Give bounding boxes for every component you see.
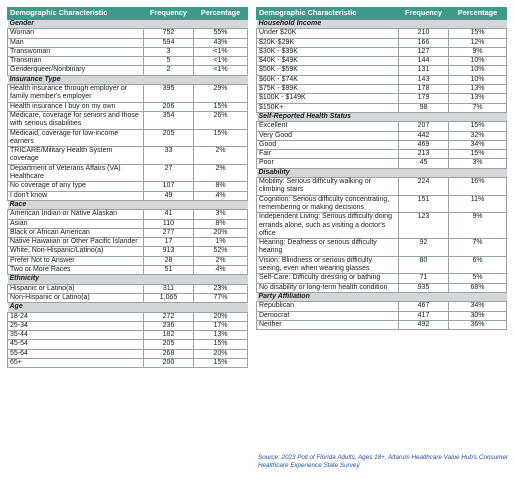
frequency-cell: 92 bbox=[399, 239, 449, 257]
frequency-cell: 395 bbox=[144, 85, 194, 103]
percentage-cell: 23% bbox=[194, 284, 248, 293]
table-row bbox=[257, 195, 507, 213]
characteristic-cell: White, Non-Hispanic/Latino(a) bbox=[8, 247, 144, 256]
left-demographics-table bbox=[7, 7, 248, 368]
frequency-cell: 151 bbox=[399, 195, 449, 213]
table-row bbox=[8, 312, 248, 321]
table-row bbox=[257, 274, 507, 283]
table-row bbox=[257, 159, 507, 168]
section-header-row bbox=[257, 20, 507, 29]
characteristic-cell: Health insurance through employer or family member's employer bbox=[8, 85, 144, 103]
percentage-cell: 3% bbox=[449, 159, 507, 168]
percentage-cell: 15% bbox=[194, 340, 248, 349]
percentage-cell: 11% bbox=[449, 195, 507, 213]
characteristic-cell: Genderqueer/Nonbinary bbox=[8, 66, 144, 75]
frequency-cell: 107 bbox=[144, 182, 194, 191]
frequency-cell: 492 bbox=[399, 320, 449, 329]
table-row bbox=[8, 321, 248, 330]
right-header-row bbox=[257, 8, 507, 20]
frequency-cell: 110 bbox=[144, 219, 194, 228]
percentage-cell: 30% bbox=[449, 311, 507, 320]
percentage-cell: <1% bbox=[194, 57, 248, 66]
frequency-cell: 236 bbox=[144, 321, 194, 330]
table-row bbox=[257, 94, 507, 103]
percentage-cell: 26% bbox=[194, 111, 248, 129]
table-row bbox=[8, 284, 248, 293]
characteristic-cell: No disability or long-term health condition bbox=[257, 283, 399, 292]
frequency-cell: 17 bbox=[144, 238, 194, 247]
table-row bbox=[8, 147, 248, 165]
left-header-row bbox=[8, 8, 248, 20]
percentage-cell: 32% bbox=[449, 131, 507, 140]
section-title: Age bbox=[8, 303, 248, 312]
table-row bbox=[8, 340, 248, 349]
frequency-cell: 224 bbox=[399, 178, 449, 196]
characteristic-cell: Cognition: Serious difficulty concentrating, remembering or making decisions bbox=[257, 195, 399, 213]
percentage-cell: 15% bbox=[449, 122, 507, 131]
percentage-cell: 13% bbox=[449, 85, 507, 94]
table-row bbox=[257, 29, 507, 38]
table-row bbox=[8, 111, 248, 129]
percentage-cell: 9% bbox=[449, 213, 507, 239]
frequency-cell: 1,065 bbox=[144, 293, 194, 302]
table-row bbox=[257, 131, 507, 140]
frequency-cell: 207 bbox=[399, 122, 449, 131]
right-table-body bbox=[257, 8, 507, 330]
percentage-cell: 6% bbox=[449, 256, 507, 274]
characteristic-cell: 55-64 bbox=[8, 349, 144, 358]
percentage-cell: 15% bbox=[194, 358, 248, 367]
characteristic-cell: Man bbox=[8, 38, 144, 47]
frequency-cell: 33 bbox=[144, 147, 194, 165]
percentage-cell: 8% bbox=[194, 219, 248, 228]
characteristic-cell: Self-Care: Difficulty dressing or bathing bbox=[257, 274, 399, 283]
percentage-cell: 15% bbox=[194, 129, 248, 147]
frequency-cell: 143 bbox=[399, 75, 449, 84]
characteristic-cell: Independent Living: Serious difficulty doing errands alone, such as visiting a doctor's office bbox=[257, 213, 399, 239]
frequency-cell: 45 bbox=[399, 159, 449, 168]
percentage-cell: 15% bbox=[194, 102, 248, 111]
section-title: Self-Reported Health Status bbox=[257, 112, 507, 121]
frequency-cell: 277 bbox=[144, 228, 194, 237]
characteristic-cell: Transman bbox=[8, 57, 144, 66]
percentage-cell: 10% bbox=[449, 75, 507, 84]
percentage-cell: 1% bbox=[194, 238, 248, 247]
frequency-cell: 205 bbox=[144, 129, 194, 147]
percentage-cell: 77% bbox=[194, 293, 248, 302]
characteristic-cell: 25-34 bbox=[8, 321, 144, 330]
percentage-cell: 10% bbox=[449, 57, 507, 66]
table-row bbox=[257, 213, 507, 239]
table-row bbox=[8, 210, 248, 219]
percentage-cell: <1% bbox=[194, 66, 248, 75]
characteristic-cell: No coverage of any type bbox=[8, 182, 144, 191]
table-row bbox=[8, 266, 248, 275]
characteristic-cell: 35-44 bbox=[8, 331, 144, 340]
table-row bbox=[8, 238, 248, 247]
percentage-cell: 4% bbox=[194, 266, 248, 275]
characteristic-cell: Republican bbox=[257, 302, 399, 311]
characteristic-cell: TRICARE/Military Health System coverage bbox=[8, 147, 144, 165]
table-row bbox=[8, 164, 248, 182]
table-row bbox=[8, 293, 248, 302]
percentage-cell: 13% bbox=[194, 331, 248, 340]
section-title: Insurance Type bbox=[8, 75, 248, 84]
table-row bbox=[257, 320, 507, 329]
section-title: Disability bbox=[257, 168, 507, 177]
frequency-cell: 752 bbox=[144, 29, 194, 38]
table-row bbox=[8, 66, 248, 75]
frequency-cell: 49 bbox=[144, 191, 194, 200]
characteristic-cell: Black or African American bbox=[8, 228, 144, 237]
table-row bbox=[8, 57, 248, 66]
characteristic-cell: $30K - $39K bbox=[257, 47, 399, 56]
section-header-row bbox=[257, 112, 507, 121]
percentage-cell: 34% bbox=[449, 302, 507, 311]
section-header-row bbox=[8, 275, 248, 284]
percentage-cell: 15% bbox=[449, 150, 507, 159]
frequency-cell: 179 bbox=[399, 94, 449, 103]
percentage-cell: 7% bbox=[449, 239, 507, 257]
frequency-cell: 200 bbox=[144, 358, 194, 367]
table-row bbox=[8, 358, 248, 367]
frequency-cell: 144 bbox=[399, 57, 449, 66]
characteristic-cell: Medicare, coverage for seniors and those with serious disabilities bbox=[8, 111, 144, 129]
characteristic-cell: Poor bbox=[257, 159, 399, 168]
table-row bbox=[8, 247, 248, 256]
percentage-cell: 10% bbox=[449, 66, 507, 75]
characteristic-cell: 18-24 bbox=[8, 312, 144, 321]
percentage-cell: 2% bbox=[194, 256, 248, 265]
frequency-cell: 51 bbox=[144, 266, 194, 275]
frequency-cell: 28 bbox=[144, 256, 194, 265]
percentage-cell: 43% bbox=[194, 38, 248, 47]
section-title: Gender bbox=[8, 20, 248, 29]
header-characteristic: Demographic Characteristic bbox=[257, 8, 399, 20]
table-row bbox=[257, 150, 507, 159]
characteristic-cell: $100K - $149K bbox=[257, 94, 399, 103]
table-row bbox=[8, 182, 248, 191]
frequency-cell: 594 bbox=[144, 38, 194, 47]
percentage-cell: 15% bbox=[449, 29, 507, 38]
table-row bbox=[257, 75, 507, 84]
percentage-cell: 3% bbox=[194, 210, 248, 219]
characteristic-cell: Excellent bbox=[257, 122, 399, 131]
characteristic-cell: Hearing: Deafness or serious difficulty hearing bbox=[257, 239, 399, 257]
frequency-cell: 442 bbox=[399, 131, 449, 140]
section-title: Party Affiliation bbox=[257, 292, 507, 301]
percentage-cell: 20% bbox=[194, 228, 248, 237]
characteristic-cell: $40K - $49K bbox=[257, 57, 399, 66]
frequency-cell: 206 bbox=[144, 102, 194, 111]
frequency-cell: 2 bbox=[144, 66, 194, 75]
characteristic-cell: Asian bbox=[8, 219, 144, 228]
characteristic-cell: American Indian or Native Alaskan bbox=[8, 210, 144, 219]
percentage-cell: <1% bbox=[194, 47, 248, 56]
table-row bbox=[8, 129, 248, 147]
table-row bbox=[257, 47, 507, 56]
frequency-cell: 5 bbox=[144, 57, 194, 66]
frequency-cell: 210 bbox=[399, 29, 449, 38]
table-row bbox=[257, 122, 507, 131]
percentage-cell: 2% bbox=[194, 164, 248, 182]
characteristic-cell: Hispanic or Latino(a) bbox=[8, 284, 144, 293]
characteristic-cell: Two or More Races bbox=[8, 266, 144, 275]
characteristic-cell: $60K - $74K bbox=[257, 75, 399, 84]
table-row bbox=[257, 103, 507, 112]
frequency-cell: 213 bbox=[399, 150, 449, 159]
header-characteristic: Demographic Characteristic bbox=[8, 8, 144, 20]
characteristic-cell: $150K+ bbox=[257, 103, 399, 112]
characteristic-cell: Transwoman bbox=[8, 47, 144, 56]
frequency-cell: 469 bbox=[399, 140, 449, 149]
characteristic-cell: $50K - $59K bbox=[257, 66, 399, 75]
characteristic-cell: Vision: Blindness or serious difficulty seeing, even when wearing glasses bbox=[257, 256, 399, 274]
header-frequency: Frequency bbox=[144, 8, 194, 20]
section-title: Race bbox=[8, 200, 248, 209]
frequency-cell: 127 bbox=[399, 47, 449, 56]
left-table-body bbox=[8, 8, 248, 368]
table-row bbox=[8, 29, 248, 38]
characteristic-cell: 65+ bbox=[8, 358, 144, 367]
right-demographics-table bbox=[256, 7, 507, 330]
frequency-cell: 166 bbox=[399, 38, 449, 47]
characteristic-cell: I don't know bbox=[8, 191, 144, 200]
percentage-cell: 5% bbox=[449, 274, 507, 283]
percentage-cell: 17% bbox=[194, 321, 248, 330]
frequency-cell: 272 bbox=[144, 312, 194, 321]
table-row bbox=[8, 85, 248, 103]
characteristic-cell: Department of Veterans Affairs (VA) Healthcare bbox=[8, 164, 144, 182]
section-title: Ethnicity bbox=[8, 275, 248, 284]
frequency-cell: 417 bbox=[399, 311, 449, 320]
characteristic-cell: Medicaid, coverage for low-income earners bbox=[8, 129, 144, 147]
characteristic-cell: 45-54 bbox=[8, 340, 144, 349]
table-row bbox=[257, 283, 507, 292]
frequency-cell: 80 bbox=[399, 256, 449, 274]
section-header-row bbox=[257, 292, 507, 301]
frequency-cell: 268 bbox=[144, 349, 194, 358]
percentage-cell: 20% bbox=[194, 312, 248, 321]
table-row bbox=[8, 102, 248, 111]
characteristic-cell: Good bbox=[257, 140, 399, 149]
frequency-cell: 98 bbox=[399, 103, 449, 112]
percentage-cell: 8% bbox=[194, 182, 248, 191]
characteristic-cell: $75K - $99K bbox=[257, 85, 399, 94]
table-row bbox=[257, 239, 507, 257]
characteristic-cell: Native Hawaiian or Other Pacific Islander bbox=[8, 238, 144, 247]
frequency-cell: 913 bbox=[144, 247, 194, 256]
percentage-cell: 2% bbox=[194, 147, 248, 165]
frequency-cell: 178 bbox=[399, 85, 449, 94]
percentage-cell: 16% bbox=[449, 178, 507, 196]
section-title: Household Income bbox=[257, 20, 507, 29]
frequency-cell: 3 bbox=[144, 47, 194, 56]
characteristic-cell: $20K-$29K bbox=[257, 38, 399, 47]
percentage-cell: 34% bbox=[449, 140, 507, 149]
characteristic-cell: Under $20K bbox=[257, 29, 399, 38]
characteristic-cell: Health insurance I buy on my own bbox=[8, 102, 144, 111]
source-note: Source: 2023 Poll of Florida Adults, Ages 18+, Altarum Healthcare Value Hub's Consumer Healthcare Experience State Survey bbox=[258, 454, 508, 469]
section-header-row bbox=[8, 303, 248, 312]
characteristic-cell: Woman bbox=[8, 29, 144, 38]
table-row bbox=[257, 57, 507, 66]
table-row bbox=[8, 228, 248, 237]
table-row bbox=[257, 66, 507, 75]
percentage-cell: 68% bbox=[449, 283, 507, 292]
frequency-cell: 182 bbox=[144, 331, 194, 340]
frequency-cell: 467 bbox=[399, 302, 449, 311]
table-row bbox=[257, 256, 507, 274]
frequency-cell: 935 bbox=[399, 283, 449, 292]
characteristic-cell: Very Good bbox=[257, 131, 399, 140]
table-row bbox=[8, 256, 248, 265]
table-row bbox=[8, 38, 248, 47]
percentage-cell: 9% bbox=[449, 47, 507, 56]
percentage-cell: 52% bbox=[194, 247, 248, 256]
frequency-cell: 71 bbox=[399, 274, 449, 283]
percentage-cell: 20% bbox=[194, 349, 248, 358]
characteristic-cell: Prefer Not to Answer bbox=[8, 256, 144, 265]
characteristic-cell: Fair bbox=[257, 150, 399, 159]
percentage-cell: 7% bbox=[449, 103, 507, 112]
percentage-cell: 36% bbox=[449, 320, 507, 329]
percentage-cell: 13% bbox=[449, 94, 507, 103]
characteristic-cell: Non-Hispanic or Latino(a) bbox=[8, 293, 144, 302]
section-header-row bbox=[8, 75, 248, 84]
frequency-cell: 131 bbox=[399, 66, 449, 75]
frequency-cell: 311 bbox=[144, 284, 194, 293]
table-row bbox=[8, 331, 248, 340]
table-row bbox=[257, 140, 507, 149]
table-row bbox=[8, 47, 248, 56]
characteristic-cell: Democrat bbox=[257, 311, 399, 320]
percentage-cell: 55% bbox=[194, 29, 248, 38]
table-row bbox=[257, 85, 507, 94]
header-percentage: Percentage bbox=[449, 8, 507, 20]
frequency-cell: 27 bbox=[144, 164, 194, 182]
table-row bbox=[8, 191, 248, 200]
percentage-cell: 29% bbox=[194, 85, 248, 103]
frequency-cell: 41 bbox=[144, 210, 194, 219]
characteristic-cell: Mobility: Serious difficulty walking or climbing stairs bbox=[257, 178, 399, 196]
table-row bbox=[8, 219, 248, 228]
table-row bbox=[257, 311, 507, 320]
section-header-row bbox=[8, 200, 248, 209]
frequency-cell: 123 bbox=[399, 213, 449, 239]
percentage-cell: 4% bbox=[194, 191, 248, 200]
table-row bbox=[257, 178, 507, 196]
frequency-cell: 205 bbox=[144, 340, 194, 349]
characteristic-cell: Neither bbox=[257, 320, 399, 329]
header-percentage: Percentage bbox=[194, 8, 248, 20]
section-header-row bbox=[257, 168, 507, 177]
table-row bbox=[257, 38, 507, 47]
table-row bbox=[8, 349, 248, 358]
header-frequency: Frequency bbox=[399, 8, 449, 20]
percentage-cell: 12% bbox=[449, 38, 507, 47]
frequency-cell: 354 bbox=[144, 111, 194, 129]
section-header-row bbox=[8, 20, 248, 29]
table-row bbox=[257, 302, 507, 311]
